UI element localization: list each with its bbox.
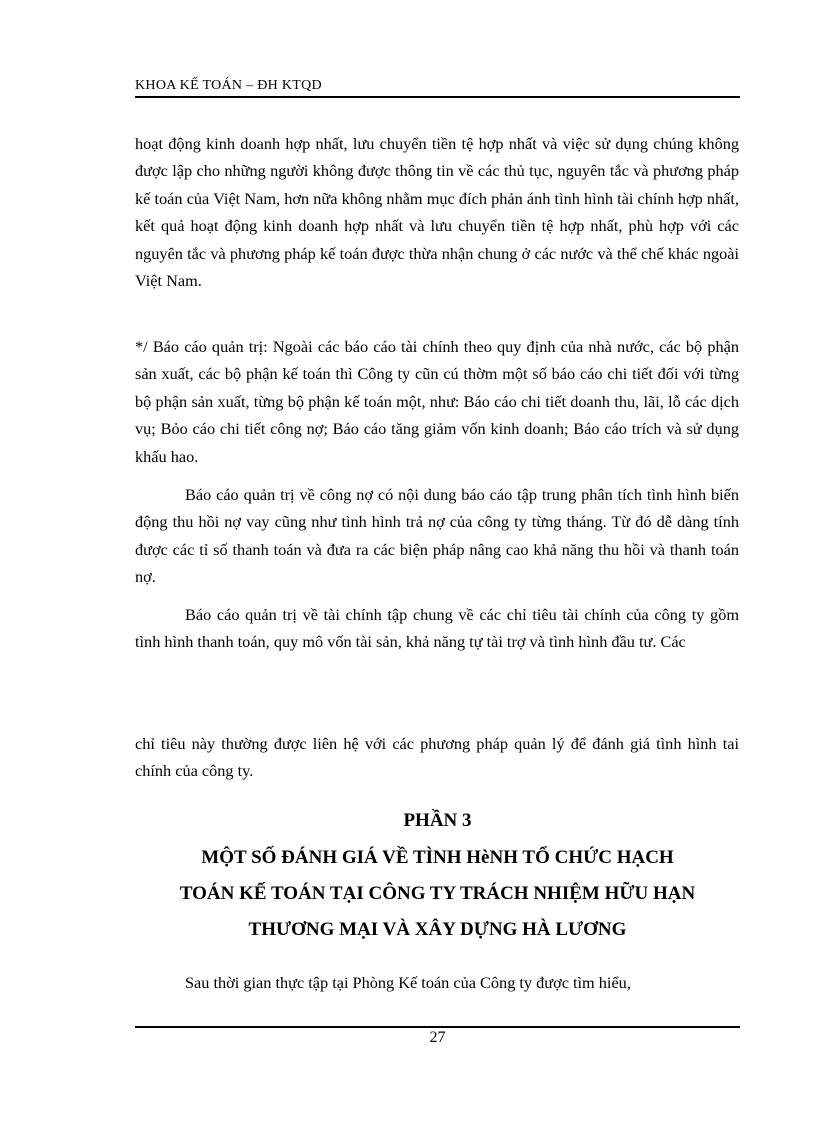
paragraph-consolidated-reports: hoạt động kinh doanh hợp nhất, lưu chuyển tiền tệ hợp nhất và việc sử dụng chúng không được lập cho những người không được thông tin về các thủ tục, nguyên tắc và phương pháp kế toán của Việt Nam, hơn nữa không nhằm mục đích phản ánh tình hình tài chính hợp nhất, kết quả hoạt động kinh doanh hợp nhất và lưu chuyển tiền tệ hợp nhất, phù hợp với các nguyên tắc và phương pháp kế toán được thừa nhận chung ở các nước và thể chế khác ngoài Việt Nam. [135, 134, 739, 291]
section-title-line-2: TOÁN KẾ TOÁN TẠI CÔNG TY TRÁCH NHIỆM HỮU HẠN [179, 883, 696, 904]
paragraph-debt-reports: Báo cáo quản trị về công nợ có nội dung báo cáo tập trung phân tích tình hình biến động thu hồi nợ vay cũng như tình hình trả nợ của công ty từng tháng. Từ đó dễ dàng tính được các tỉ số thanh toán và đưa ra các biện pháp nâng cao khả năng thu hồi và thanh toán nợ. [135, 485, 739, 587]
footer-rule [135, 1026, 740, 1028]
page-number: 27 [429, 1029, 446, 1046]
section-title-line-3: THƯƠNG MẠI VÀ XÂY DỰNG HÀ LƯƠNG [248, 919, 627, 940]
paragraph-section-intro: Sau thời gian thực tập tại Phòng Kế toán của Công ty được tìm hiểu, [185, 973, 631, 992]
paragraph-financial-reports: Báo cáo quản trị về tài chính tập chung về các chỉ tiêu tài chính của công ty gồm tình hình thanh toán, quy mô vốn tài sản, khả năng tự tài trợ và tình hình đầu tư. Các [135, 605, 739, 652]
header-rule [135, 96, 740, 98]
paragraph-management-reports: */ Báo cáo quản trị: Ngoài các báo cáo tài chính theo quy định của nhà nước, các bộ phận sản xuất, các bộ phận kế toán thì Công ty cũn cú thờm một số báo cáo chi tiết đối với từng bộ phận sản xuất, từng bộ phận kế toán một, như: Báo cáo chi tiết doanh thu, lãi, lỗ các dịch vụ; Bỏo cáo chi tiết công nợ; Báo cáo tăng giảm vốn kinh doanh; Báo cáo trích và sử dụng khấu hao. [135, 337, 739, 466]
section-title-line-1: MỘT SỐ ĐÁNH GIÁ VỀ TÌNH HèNH TỔ CHỨC HẠCH [201, 847, 674, 868]
section-part-label: PHẦN 3 [403, 810, 472, 831]
running-header: KHOA KẾ TOÁN – ĐH KTQD [135, 78, 322, 93]
paragraph-indicators: chỉ tiêu này thường được liên hệ với các phương pháp quản lý để đánh giá tình hình tai chính của công ty. [135, 734, 739, 781]
